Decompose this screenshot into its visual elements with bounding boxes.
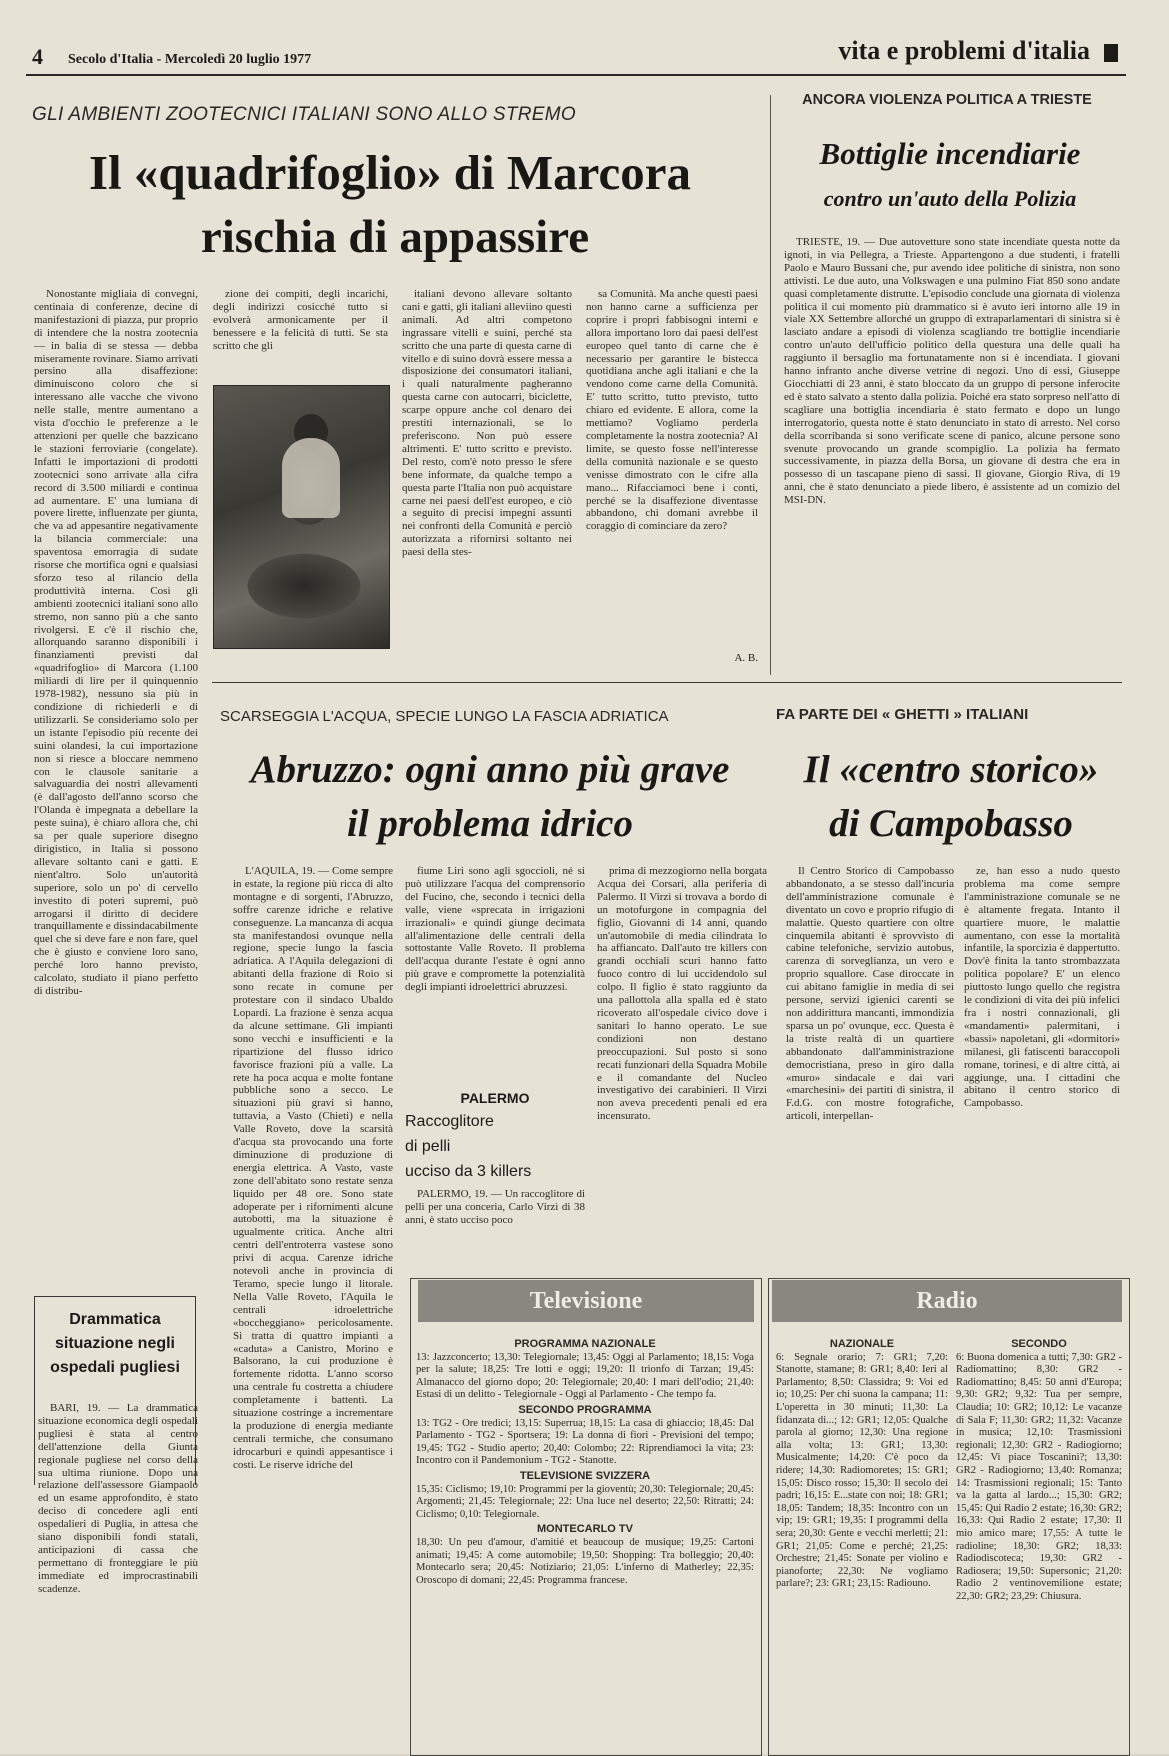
abruzzo-headline-2: il problema idrico xyxy=(347,802,633,845)
campobasso-column-2: ze, han esso a nudo questo problema ma come sempre l'amministrazione comunale se ne è altamente fregata. Intanto il quartiere muore, le malattie aumentano, con esse la mortalità infantile, la sporcizia è dappertutto. Dov'è finita la tanto strombazzata politica popolare? E' un elenco piuttosto lungo quello che registra le condizioni di vita dei più infelici fra i nostri connazionali, gli «mandamenti» palermitani, i «bassi» napoletani, gli «dormitori» milanesi, gli fatiscenti baraccopoli romane, torinesi, e di altre città, ai aggiunge, una. I cittadini che abitano il centro storico di Campobasso. xyxy=(964,865,1120,1110)
radio-nazionale-column xyxy=(776,1336,948,1746)
radio-nazionale: 6: Segnale orario; 7: GR1; 7,20: Stanotte, stamane; 8: GR1; 8,40: Ieri al Parlamento; 8,50: Classidra; 9: Voi ed io; 10,25: Per chi suona la campana; 11: L'operetta in 30 minuti; 11,30: La fidanzata di...; 12: GR1; 12,05: Qualche parola al giorno; 12,30: Una regione alla volta; 13: GR1; 13,30: Musicalmente; 14,20: C'è poco da ridere; 14,30: Radiomoretes; 15: GR1; 15,05: Disco rosso; 15,30: Il secolo dei padri; 16,15: E...state con noi; 18: GR1; 18,05: Tandem; 18,35: Incontro con un vip; 19: GR1; 19,35: I programmi della sera; 20,30: Gente e vecchi merletti; 21: GR1; 21,05: Come e perché; 21,25: Orchestre; 21,45: Sonate per violino e pianoforte; 22,30: Ne vogliamo parlare?; 23: GR1; 23,15: Radiouno. xyxy=(776,1351,948,1590)
tv-schedule xyxy=(416,1336,754,1746)
radio-secondo-column xyxy=(956,1336,1122,1746)
ospedali-headline: Drammatica situazione negli ospedali pugliesi xyxy=(50,1311,180,1376)
tv-svizzera-header: TELEVISIONE SVIZZERA xyxy=(519,1469,651,1482)
zootecnia-photo xyxy=(213,385,390,649)
section-title: vita e problemi d'italia xyxy=(838,36,1090,65)
page-header xyxy=(26,34,1126,76)
trieste-kicker: ANCORA VIOLENZA POLITICA A TRIESTE xyxy=(802,92,1092,108)
zootecnia-headline-1: Il «quadrifoglio» di Marcora xyxy=(88,145,692,200)
radio-nazionale-header: NAZIONALE xyxy=(829,1338,895,1350)
palermo-column-1: PALERMO, 19. — Un raccoglitore di pelli per una conceria, Carlo Virzì di 38 anni, è stato ucciso poco xyxy=(405,1188,585,1226)
tv-nazionale-header: PROGRAMMA NAZIONALE xyxy=(514,1338,656,1350)
tv-montecarlo: 18,30: Un peu d'amour, d'amitié et beaucoup de musique; 19,25: Cartoni animati; 19,45: A come automobile; 19,50: Shopping: Tra bolleggio; 20,40: Montecarlo sera; 20,45: Notiziario; 21,05: L'inferno di Matherley; 22,35: Oroscopo di domani; 22,45: Programma francese. xyxy=(416,1536,754,1586)
tv-banner: Televisione xyxy=(418,1280,754,1322)
trieste-headline-2: contro un'auto della Polizia xyxy=(823,186,1077,211)
palermo-headline-2: di pelli xyxy=(405,1138,451,1155)
tv-montecarlo-header: MONTECARLO TV xyxy=(537,1523,633,1536)
campobasso-kicker: FA PARTE DEI « GHETTI » ITALIANI xyxy=(776,706,1029,723)
trieste-headline-1: Bottiglie incendiarie xyxy=(819,136,1081,171)
campobasso-headline-2: di Campobasso xyxy=(829,802,1073,845)
section-square-icon xyxy=(1104,44,1118,62)
radio-secondo-header: SECONDO xyxy=(1011,1338,1067,1350)
zootecnia-kicker: GLI AMBIENTI ZOOTECNICI ITALIANI SONO ALLO STREMO xyxy=(32,104,576,125)
tv-secondo-header: SECONDO PROGRAMMA xyxy=(518,1403,652,1416)
radio-banner: Radio xyxy=(772,1280,1122,1322)
column-rule xyxy=(770,95,771,675)
trieste-body: TRIESTE, 19. — Due autovetture sono state incendiate questa notte da ignoti, in via Pellegra, a Trieste. Appartengono a due studenti, i fratelli Paolo e Mauro Bussani che, pur avendo idee politiche di sinistra, non sono attivisti. Le due auto, una Volkswagen e una pulmino Fiat 850 sono andate quasi completamente distrutte. L'episodio conclude una giornata di violenza politica il cui momento più drammatico si è avuto ieri intorno alle 19 in viale XX Settembre allorché un gruppo di extraparlamentari di sinistra si è lasciato andare a episodi di violenza scagliando tre bottiglie incendiarie contro un'auto dell'ufficio politico della questura una delle quali ha raggiunto il bersaglio ma fortunatamente non si è incendiata. I giovani hanno infranto anche diverse vetrine di negozi. Uno di essi, Giuseppe Giocchiatti di 23 anni, è stato bloccato da un gruppo di persone inferocite ed è stato salvato a stento dalla polizia. Poiché era stato sorpreso nell'atto di scagliare una bottiglia incendiaria è stato fermato e dopo un lungo interrogatorio, questa notte è stato denunciato in stato di arresto. Nel corso della scorribanda si sono verificate scene di panico, alcune persone sono svenute provocando un grande scompiglio. La polizia ha fermato successivamente, in piazza della Borsa, un giovane di destra che era in possesso di un tascapane pieno di sassi. Il giovane, Giorgio Riva, di 19 anni, che è stato denunciato a piede libero, è assistente ad un comizio del MSI-DN. xyxy=(784,236,1120,507)
zootecnia-signature: A. B. xyxy=(734,652,758,664)
abruzzo-headline-1: Abruzzo: ogni anno più grave xyxy=(250,748,730,791)
zootecnia-headline-2: rischia di appassire xyxy=(200,211,590,263)
abruzzo-kicker: SCARSEGGIA L'ACQUA, SPECIE LUNGO LA FASCIA ADRIATICA xyxy=(220,708,669,725)
palermo-dateline: PALERMO xyxy=(460,1090,530,1106)
abruzzo-column-1: L'AQUILA, 19. — Come sempre in estate, la regione più ricca di alto montagne e di sorgenti, l'Abruzzo, soffre carenze idriche e relative conseguenze. La mancanza di acqua sta manifestandosi ovunque nella regione, specie lungo la fascia adriatica. A l'Aquila delegazioni di abitanti della frazione di Roio si sono recate in comune per protestare con il sindaco Ubaldo Lopardi. La frazione è senza acqua da alcune settimane. Gli impianti sono vecchi e insufficienti e la ripartizione del flusso idrico favorisce frazioni più a valle. La rete ha poca acqua e molte fontane pubbliche sono a secco. Le situazioni più gravi si hanno, tuttavia, a Vasto (Chieti) e nella Valle Roveto, dove la scarsità d'acqua sta provocando una forte diminuzione di produzione di energia elettrica. A Vasto, vaste zone dell'abitato sono restate senza liquido per 48 ore. Sono state adoperate per i rifornimenti alcune autobotti, ma la situazione è ugualmente critica. Anche altri centri dell'entroterra vastese sono privi di acqua. Carenze idriche notevoli anche in provincia di Teramo, specie lungo il litorale. Nella Valle Roveto, l'Aquila le centrali idroelettriche «boccheggiano» pericolosamente. Si tratta di quattro impianti a «caduta» a Canistro, Morino e Balsorano, la cui produzione è fortemente ridotta. L'anno scorso una centrale fu costretta a chiudere completamente i battenti. La situazione costringe a incrementare la produzione di energia mediante centrali termiche, che consumano idrocarburi e quindi appesantisce i costi. Le riserve idriche del xyxy=(233,865,393,1471)
tv-secondo: 13: TG2 - Ore tredici; 13,15: Superrua; 18,15: La casa di ghiaccio; 18,45: Dal Parlamento - TG2 - Sportsera; 19: La donna di fiori - Previsioni del tempo; 19,45: TG2 - Studio aperto; 20,40: Colombo; 22: Riprendiamoci la vita; 23: Incontro con il Pandemonium - TG2 - Stanotte. xyxy=(416,1417,754,1467)
zootecnia-column-2: zione dei compiti, degli incarichi, degli indirizzi cosicché tutto si evolverà armonicamente per il benessere e la felicità di tutti. Se sta scritto che gli xyxy=(213,288,388,352)
section-divider xyxy=(212,682,1122,683)
campobasso-headline-1: Il «centro storico» xyxy=(803,748,1099,791)
zootecnia-column-3: italiani devono allevare soltanto cani e gatti, gli italiani alleviino questi animali. Ad altri competono ingrassare vitelli e suini, perché sta scritto che una parte di questa carne di vitello e di suino dovrà essere messa a disposizione dei consumatori italiani, i quali naturalmente pagheranno questa carne con autocarri, biciclette, scarpe oppure anche col denaro dei prestiti internazionali, se lo preferiscono. Non può essere altrimenti. E' tutto scritto e previsto. Del resto, com'è noto presso le sfere bene informate, da qualche tempo a questa parte l'Italia non può acquistare carne nei paesi dell'est europeo, e ciò a seguito di precisi impegni assunti nei confronti della Comunità e perciò autorizzata a rifornirsi soltanto nei paesi della stes- xyxy=(402,288,572,559)
campobasso-column-1: Il Centro Storico di Campobasso abbandonato, a se stesso dall'incuria dell'amministrazione comunale è diventato un covo e proprio rifugio di malattie. Questo quartiere con oltre cinquemila abitanti è sprovvisto di cabine telefoniche, servizio autobus, carenza di sorveglianza, un vero e proprio squallore. Case diroccate in cui abitano famiglie in media di sei persone, servizi igienici carenti se non addirittura mancanti, immondizia sparsa un po' ovunque, ecc. Questa è la triste realtà di un quartiere abbandonato dall'amministrazione democristiana, preso in giro dalla «muro» sindacale e dai vari «marchesini» dei partiti di sinistra, il F.d.G. con mostre fotografiche, articoli, interpellan- xyxy=(786,865,954,1123)
zootecnia-column-4: sa Comunità. Ma anche questi paesi non hanno carne a sufficienza per coprire i propri fabbisogni interni e allora importano loro dai paesi dell'est europeo quel tanto di carne che è necessario per garantire le bistecca quotidiana anche agli italiani e che la vendono come carne della Comunità. E' tutto scritto, tutto previsto, tutto chiaro ed evidente. E allora, come la mettiamo? Vogliamo perderla completamente la nostra zootecnia? Al limite, se questo fosse nell'interesse della comunità nazionale e se questo venisse dimostrato con le cifre alla mano... Rifacciamoci bene i conti, perché se la disaffezione diventasse abbandono, chi domani avrebbe il coraggio di cominciare da zero? xyxy=(586,288,758,533)
tv-nazionale: 13: Jazzconcerto; 13,30: Telegiornale; 13,45: Oggi al Parlamento; 18,15: Voga per la salute; 18,25: Tre lotti e oggi; 19,20: Il trionfo di Tarzan; 19,45: Almanacco del giorno dopo; 20: Telegiornale; 20,40: I mari dell'odio; 21,40: Estasi di un delitto - Telegiornale - Oggi al Parlamento - Che tempo fa. xyxy=(416,1351,754,1401)
page-number: 4 xyxy=(32,44,43,69)
zootecnia-column-1: Nonostante migliaia di convegni, centinaia di conferenze, decine di manifestazioni di piazza, pur proprio di intendere che la nostra zootecnia — in balia di se stessa — debba miseramente rovinare. Siamo arrivati persino alla disaffezione: diminuiscono coloro che si interessano alle vacche che vivono nelle stalle, mentre aumentano a vista d'occhio le preferenze a le attenzioni per quelle che bazzicano le stazioni ferroviarie (congelate). Infatti le importazioni di prodotti zootecnici sono arrivate alla cifra record di 3.500 miliardi e continua ad aumentare. E' una lumiana di povere lirette, influenzate per giunta, che va ad appesantire negativamente la bilancia commerciale: una spaventosa emorragia di sudate risorse che mortifica ogni e qualsiasi sforzo teso al rilancio della produttività interna. Così gli ambienti zootecnici italiani sono allo stremo, non sanno più a che santo rivolgersi. E c'è il rischio che, allorquando saranno disponibili i finanziamenti previsti dal «quadrifoglio» di Marcora (1.100 miliardi di lire per il quinquennio 1978-1982), nessuno sia più in condizione di richiederli e di utilizzarli. Se consideriamo solo per un istante l'episodio più recente dei suini olandesi, la cui importazione non si riesce a bloccare nemmeno con le clausole sanitarie a salvaguardia dei nostri allevamenti (è dall'agosto dell'anno scorso che l'Olanda è impegnata a debellare la peste suina), è chiaro allora che, chi sa per quale superiore disegno dirigistico, in Italia si possono allevare soltanto cani e gatti. E nient'altro. Solo un'autorità superiore, solo un po' di cervello investito di poteri supremi, può arrogarsi il diritto di decidere tranquillamente e dissindacabilmente quel che si deve fare e non fare, quel che è giusto e conviene loro sano, perché loro hanno previsto, calcolato, studiato il piano perfetto di distribu- xyxy=(34,288,198,997)
palermo-headline-3: ucciso da 3 killers xyxy=(405,1163,532,1180)
palermo-headline-1: Raccoglitore xyxy=(405,1113,494,1130)
ospedali-body: BARI, 19. — La drammatica situazione economica degli ospedali pugliesi è stata al centro dell'attenzione della Giunta regionale pugliese nel corso della sua ultima riunione. Dopo una relazione dell'assessore Giampaolo ed un esame approfondito, è stato deciso di concedere agli enti ospedalieri di Puglia, in attesa che siano disponibili fondi statali, anticipazioni di cassa che permettano di fronteggiare le più immediate ed improcrastinabili scadenze. xyxy=(38,1402,198,1595)
page-dateline: Secolo d'Italia - Mercoledì 20 luglio 1977 xyxy=(68,52,312,67)
palermo-column-2: prima di mezzogiorno nella borgata Acqua dei Corsari, alla periferia di Palermo. Il Virzì si trovava a bordo di un motofurgone in compagnia del figlio, Giovanni di 14 anni, quando un'automobile di media cilindrata lo ha affiancato. Dall'auto tre killers con grandi occhiali scuri hanno fatto fuoco contro di lui uccidendolo sul colpo. Il figlio è stato raggiunto da una pallottola alla spalla ed è stato ricoverato all'ospedale civico dove i sanitari lo hanno operato. Le sue condizioni non destano preoccupazioni. Sul posto si sono recati funzionari della Squadra Mobile e il comandante del Nucleo investigativo dei carabinieri. Il Virzì non aveva precedenti penali ed era incensurato. xyxy=(597,865,767,1123)
abruzzo-column-2: fiume Liri sono agli sgoccioli, né si può utilizzare l'acqua del comprensorio del Fucino, che, secondo i tecnici della valle, viene «sprecata in irrigazioni irrazionali» e quindi giunge decimata all'alimentazione delle centrali della sottostante Valle Roveto. Il problema dell'acqua durante l'estate è ogni anno più grave e compromette la potenzialità degli impianti idroelettrici abruzzesi. xyxy=(405,865,585,994)
tv-svizzera: 15,35: Ciclismo; 19,10: Programmi per la gioventù; 20,30: Telegiornale; 20,45: Argomenti; 21,45: Telegiornale; 22: Una luce nel deserto; 22,50: Ritratti; 24: Ciclismo; 0,10: Telegiornale. xyxy=(416,1483,754,1520)
radio-secondo: 6: Buona domenica a tutti; 7,30: GR2 - Radiomattino; 8,30: GR2 - Radiomattino; 8,45: 50 anni d'Europa; 9,30: GR2; 9,32: Tua per sempre, Claudia; 10: GR2; 10,12: Le vacanze di Sala F; 11,30: GR2; 11,32: Vacanze in musica; 12,10: Trasmissioni regionali; 12,30: GR2 - Radiogiorno; 12,45: Vi piace Toscanini?; 13,30: GR2 - Radiogiorno; 13,40: Romanza; 14: Trasmissioni regionali; 15: Tanto va la gatta al lardo...; 15,30: GR2; 15,45: Qui Radio 2 estate; 16,30: GR2; 16,33: Qui Radio 2 estate; 17,30: Il mio amico mare; 17,55: A tutte le radioline; 18,30: GR2; 18,33: Radiodiscoteca; 19,30: GR2 - Radiosera; 19,50: Supersonic; 21,20: Radio 2 ventinovemilione estate; 22,30: GR2; 23,29: Chiusura. xyxy=(956,1351,1122,1602)
